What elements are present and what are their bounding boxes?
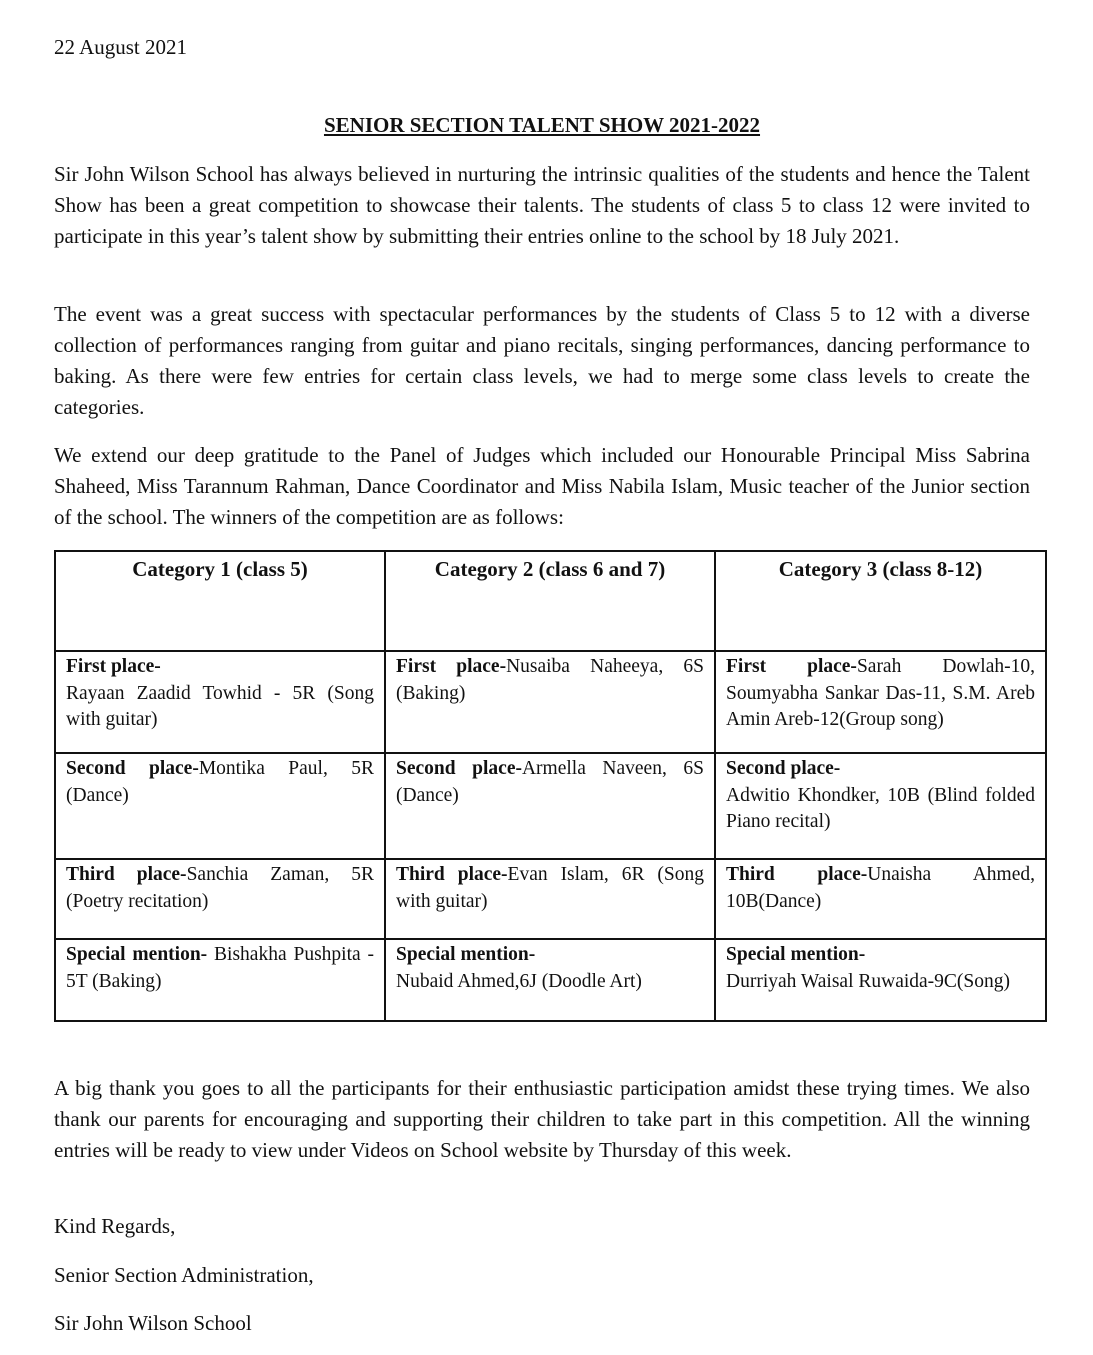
winners-table: [54, 550, 1047, 1022]
category-1-third-place: [55, 859, 385, 939]
document-title: SENIOR SECTION TALENT SHOW 2021-2022: [323, 113, 761, 137]
category-1-first-place: [55, 651, 385, 753]
event-paragraph: The event was a great success with spectacular performances by the students of Class 5 to 12 with a diverse collection of performances ranging from guitar and piano recitals, singing performances, dancing performance to baking. As there were few entries for certain class levels, we had to merge some class levels to create the categories.: [54, 302, 1030, 419]
closing-regards: Kind Regards,: [54, 1214, 176, 1238]
place-label: Second place-: [396, 758, 522, 779]
place-label: Special mention-: [396, 944, 536, 965]
place-label: Third place-: [66, 864, 187, 885]
winner-text: Sanchia Zaman, 5R (Poetry recitation): [66, 864, 374, 912]
category-1-header: Category 1 (class 5): [55, 551, 385, 651]
category-1-special-mention: [55, 939, 385, 1021]
judges-paragraph: We extend our deep gratitude to the Panel of Judges which included our Honourable Principal Miss Sabrina Shaheed, Miss Tarannum Rahman, Dance Coordinator and Miss Nabila Islam, Music teacher of the Junior section of the school. The winners of the competition are as follows:: [54, 443, 1030, 529]
table-row: [55, 753, 1046, 859]
category-2-header: Category 2 (class 6 and 7): [385, 551, 715, 651]
place-label: Special mention-: [726, 944, 866, 965]
winner-text: Adwitio Khondker, 10B (Blind folded Piano recital): [726, 784, 1035, 832]
winner-text: Rayaan Zaadid Towhid - 5R (Song with guitar): [66, 682, 374, 730]
place-label: Third place-: [726, 864, 868, 885]
category-3-special-mention: [715, 939, 1046, 1021]
letter-date: 22 August 2021: [54, 35, 188, 59]
category-2-first-place: [385, 651, 715, 753]
intro-paragraph: Sir John Wilson School has always believed in nurturing the intrinsic qualities of the students and hence the Talent Show has been a great competition to showcase their talents. The students of class 5 to class 12 were invited to participate in this year’s talent show by submitting their entries online to the school by 18 July 2021.: [54, 162, 1030, 248]
winner-text: Nusaiba Naheeya, 6S (Baking): [396, 656, 704, 704]
winner-text: Durriyah Waisal Ruwaida-9C(Song): [726, 970, 1011, 992]
winner-text: Bishakha Pushpita - 5T (Baking): [66, 944, 374, 992]
category-3-second-place: [715, 753, 1046, 859]
table-row: [55, 651, 1046, 753]
place-label: Third place-: [396, 864, 508, 885]
category-2-special-mention: [385, 939, 715, 1021]
place-label: First place-: [66, 656, 161, 677]
winner-text: Armella Naveen, 6S (Dance): [396, 758, 704, 806]
category-3-first-place: [715, 651, 1046, 753]
thanks-paragraph: A big thank you goes to all the participants for their enthusiastic participation amidst these trying times. We also thank our parents for encouraging and supporting their children to take part in this competition. All the winning entries will be ready to view under Videos on School website by Thursday of this week.: [54, 1076, 1030, 1162]
place-label: First place-: [396, 656, 507, 677]
table-header-row: [55, 551, 1046, 651]
winner-text: Sarah Dowlah-10, Soumyabha Sankar Das-11, S.M. Areb Amin Areb-12(Group song): [726, 656, 1035, 730]
category-3-header: Category 3 (class 8-12): [715, 551, 1046, 651]
place-label: Second place-: [66, 758, 199, 779]
table-row: [55, 859, 1046, 939]
winner-text: Nubaid Ahmed,6J (Doodle Art): [396, 970, 642, 992]
place-label: Second place-: [726, 758, 841, 779]
place-label: Special mention-: [66, 944, 208, 965]
closing-school: Sir John Wilson School: [54, 1311, 252, 1335]
category-2-second-place: [385, 753, 715, 859]
closing-department: Senior Section Administration,: [54, 1263, 314, 1287]
category-2-third-place: [385, 859, 715, 939]
category-3-third-place: [715, 859, 1046, 939]
category-1-second-place: [55, 753, 385, 859]
table-row: [55, 939, 1046, 1021]
winner-text: Montika Paul, 5R (Dance): [66, 758, 374, 806]
winner-text: Evan Islam, 6R (Song with guitar): [396, 864, 705, 912]
place-label: First place-: [726, 656, 857, 677]
winner-text: Unaisha Ahmed, 10B(Dance): [726, 864, 1035, 912]
